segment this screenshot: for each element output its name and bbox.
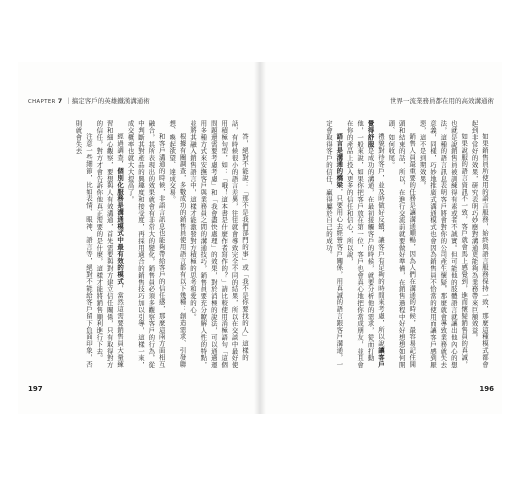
paragraph — [469, 120, 490, 370]
right-page — [260, 62, 502, 414]
paragraph — [324, 120, 345, 370]
paragraph-text: 和客戶溝通的時候，非語言訊息也能夠帶給客戶的信任感，那麼這兩方面相互融合，其所表現出的效果就會有非常大的變化，銷售員必須多觀察客戶的行為，從中判斷其對產品的興趣度和接受度，再採用適合的銷售技巧加以引導，這樣一來，成交概率也就大大提高了。 — [126, 120, 166, 369]
paragraph-text: 經過調查， — [116, 132, 125, 168]
bold-phrase: 語言是溝通的橋梁 — [335, 132, 344, 188]
paragraph — [188, 120, 250, 370]
page-number-right: 196 — [479, 385, 494, 393]
paragraph-text: 如果說服的語言資訊不一致，客戶就會馬上感覺到，進而懷疑銷售員的真誠，也就是說銷售員被訓練得有素或者不誠實。但可能他的肢體語言就讓出他內心的想法，這種的語言訊息表明客戶將會對你的公司產生懷疑，那麼就會導致業務就失去意義，同樣，巧妙地推廣式溝通模式也會因為銷售員不恰當的使用而讓客戶感到厭惡，這不是到期效果。 — [418, 120, 469, 369]
paragraph-text: 是成功的溝通，在最初接觸客戶的時候，就要分析他的需求，從而打動他，一般來說，如果你把客戶放在第一位，客戶也會真心地把你當成朋友，並且會在你的產品上投入更多的信任和信心，所以說， — [345, 120, 375, 369]
paragraph-text: 根據有關調查，多數成功的銷售員使用語言都有以下幾種：創造需求、引發聯想、喚起欲望、達成交易。 — [168, 120, 187, 368]
paragraph — [386, 120, 417, 370]
left-body-text — [32, 120, 250, 370]
chapter-running-head: CHAPTER 7 ｜搞定客戶的英雄鐵漢溝通術 — [28, 97, 150, 105]
right-body-text — [272, 120, 490, 370]
book-spread — [18, 62, 502, 414]
chapter-label: CHAPTER — [28, 99, 56, 105]
paragraph-text: 如果銷售員所使用的語言服務，始終與語言服務保持一致，那麼這種模式都會起到非常好的效果，研究表明巧妙應對溝通更能夠為業務帶來巨額效益。 — [470, 120, 489, 368]
paragraph — [73, 120, 94, 370]
book-running-title: 世界一流業務員都在用的高效溝通術 — [390, 97, 494, 105]
bold-phrase: 個別化服務是溝通模式中最有效的模式 — [116, 167, 125, 285]
paragraph-text: 答，絕對不能說：「那不是我們部門的事」或「我不是你要找的人」這樣的話，有時候很小的語言差異，往往就會導致完全不同的結果，所以在交談中最好使用積極句型，如：「哦！這本書是什麼作者寫作的？」請比較使用消極語句「這個問題還需要考慮考慮」和「我會盡快處理」的效果，對於消極的說法，可以通過運用多種方式來安撫客戶與業務員之間的溝通技巧，銷售員要充分瞭解人性的特點，並將其融入銷售語言中，這樣才能激發對方積極的思考和愛的心。 — [188, 120, 249, 369]
paragraph-text: ，只要用心去經營客戶關係，用真誠的語言跟客戶溝通，一定會取得客戶的信任，贏得屬於自己的成功。 — [324, 120, 344, 368]
paragraph — [417, 120, 469, 370]
left-page — [18, 62, 260, 414]
paragraph-text: 銷售人員最重要的任務是讓溝通順暢，因為人們在溝通的時候，最容易記住開頭和結束的話，所以，在進行交流前就要做好準備，在銷售過程中好好想想如何開頭、如何收尾。 — [387, 120, 417, 369]
paragraph — [167, 120, 188, 370]
book-gutter — [254, 62, 266, 414]
paragraph — [94, 120, 125, 370]
chapter-number: 7 — [57, 97, 63, 105]
paragraph-text: 禮貌對待客戶，並及時做好反饋，讓客戶有足夠的時間來考慮，所以說 — [376, 132, 385, 347]
paragraph — [344, 120, 386, 370]
paragraph-text: ，當然這需要銷售員大量練習和細心觀察，要想與人有效溝通，首先需要與對方建立信任關係，只有取得對方的信任，對方才會告訴你他真正需要的是什麼，這樣才能將銷售順利進行下去。 — [95, 120, 125, 369]
paragraph-text: 注意一些細節，比如表情、眼神、語言等，絕對不能給客戶留下負面印象，否則就會失去 — [74, 120, 93, 368]
bold-phrase: 讓客戶覺得舒服 — [366, 120, 385, 368]
page-number-left: 197 — [28, 385, 43, 393]
paragraph — [125, 120, 167, 370]
chapter-title: 搞定客戶的英雄鐵漢溝通術 — [71, 97, 150, 105]
